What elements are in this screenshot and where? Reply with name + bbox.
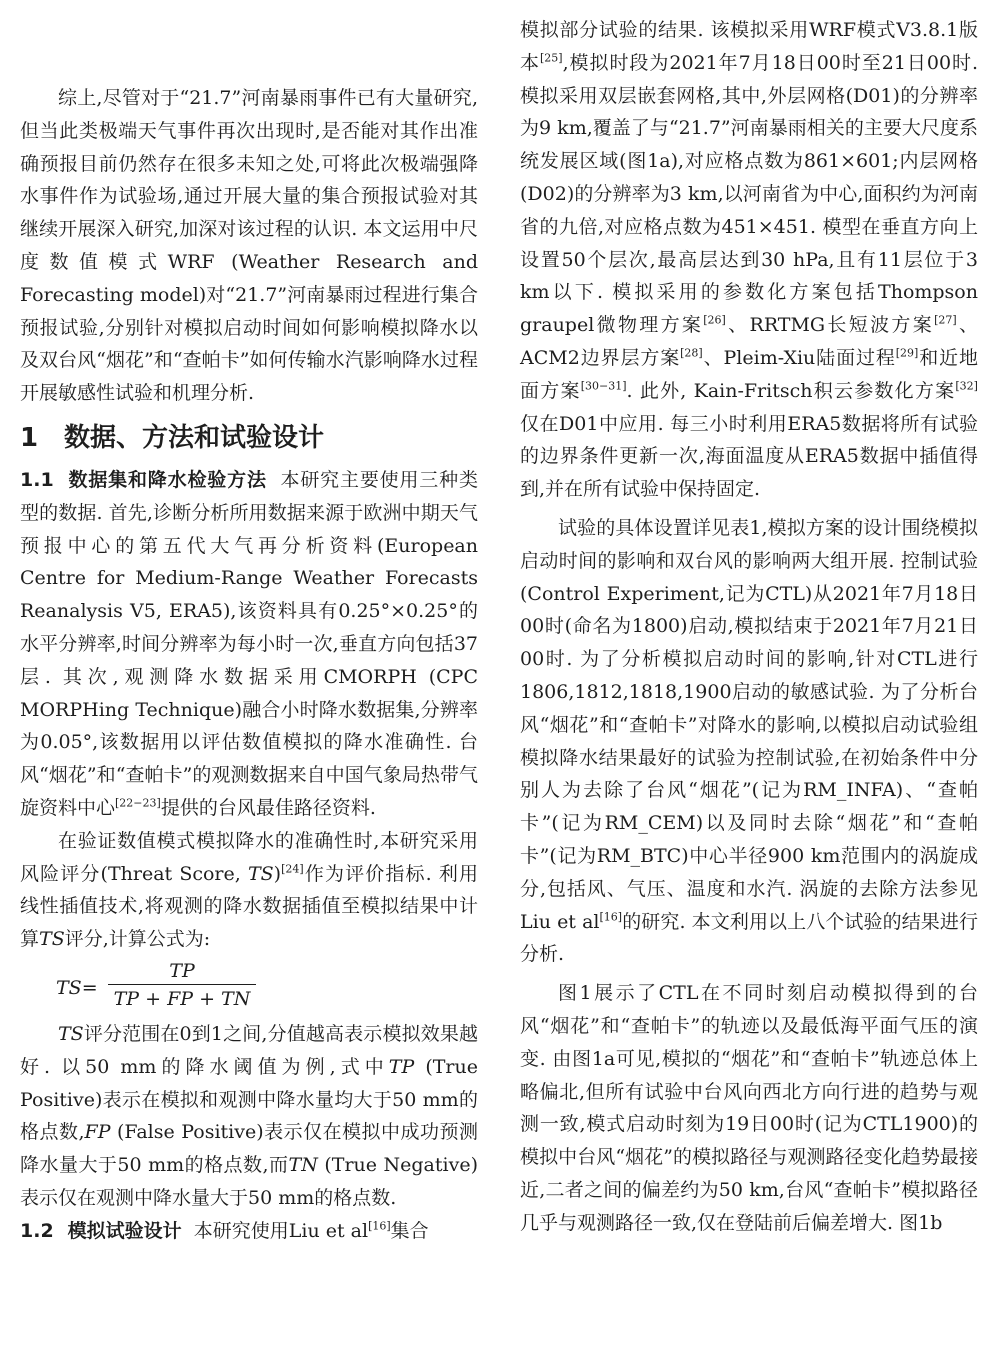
citation: [29] [895, 346, 919, 360]
experiment-design-paragraph: 试验的具体设置详见表1,模拟方案的设计围绕模拟启动时间的影响和双台风的影响两大组开展. 控制试验(Control Experiment,记为CTL)从2021年7月18日00时(命名为1800)启动,模拟结束于2021年7月21日00时. 为了分析模拟启动时间的影响,针对CTL进行1806,1812,1818,1900启动的敏感试验. 为了分析台风“烟花”和“查帕卡”对降水的影响,以模拟启动试验组模拟降水结果最好的试验为控制试验,在初始条件中分别人为去除了台风“烟花”(记为RM_INFA)、“查帕卡”(记为RM_CEM)以及同时去除“烟花”和“查帕卡”(记为RM_BTC)中心半径900 km范围内的涡旋成分,包括风、气压、温度和水汽. 涡旋的去除方法参见Liu et al[16]的研究. 本文利用以上八个试验的结果进行分析. [520, 516, 978, 966]
right-column [520, 0, 978, 1239]
formula-fraction [108, 958, 256, 1013]
citation: [32] [955, 379, 978, 393]
citation: [22−23] [115, 796, 161, 810]
subsection-1-1-heading: 1.1 数据集和降水检验方法 [20, 468, 267, 491]
ts-formula [20, 958, 478, 1016]
intro-paragraph: 综上,尽管对于“21.7”河南暴雨事件已有大量研究,但当此类极端天气事件再次出现时,是否能对其作出准确预报目前仍然存在很多未知之处,可将此次极端强降水事件作为试验场,通过开展大量的集合预报试验对其继续开展深入研究,加深对该过程的认识. 本文运用中尺度数值模式WRF (Weather Research and Forecasting model)对“21.7”河南暴雨过程进行集合预报试验,分别针对模拟启动时间如何影响模拟降水以及双台风“烟花”和“查帕卡”如何传输水汽影响降水过程开展敏感性试验和机理分析. [20, 87, 478, 405]
formula-numerator: TP [108, 958, 256, 985]
section-heading [20, 418, 478, 458]
citation: [26] [703, 313, 726, 327]
citation: [27] [934, 313, 957, 327]
subsection-1-2-heading: 1.2 模拟试验设计 [20, 1219, 182, 1242]
subsection-1-2-paragraph: 1.2 模拟试验设计 本研究使用Liu et al[16]集合 [20, 1219, 429, 1242]
formula-denominator: TP + FP + TN [113, 987, 251, 1010]
ts-range-paragraph: TS评分范围在0到1之间,分值越高表示模拟效果越好. 以50 mm的降水阈值为例,式中TP (True Positive)表示在模拟和观测中降水量均大于50 mm的格点数,FP (False Positive)表示仅在模拟中成功预测降水量大于50 mm的格点数,而TN (True Negative)表示仅在观测中降水量大于50 mm的格点数. [20, 1022, 478, 1209]
citation: [25] [539, 51, 563, 65]
citation: [16] [599, 910, 623, 924]
section-title: 数据、方法和试验设计 [64, 422, 325, 453]
subsection-1-1-paragraph: 1.1 数据集和降水检验方法 本研究主要使用三种类型的数据. 首先,诊断分析所用数据来源于欧洲中期天气预报中心的第五代大气再分析资料(European Centre for Medium-Range Weather Forecasts Reanalysis V5, ERA5),该资料具有0.25°×0.25°的水平分辨率,时间分辨率为每小时一次,垂直方向包括37层. 其次,观测降水数据采用CMORPH (CPC MORPHing Technique)融合小时降水数据集,分辨率为0.05°,该数据用以评估数值模拟的降水准确性. 台风“烟花”和“查帕卡”的观测数据来自中国气象局热带气旋资料中心[22−23]提供的台风最佳路径资料. [20, 468, 478, 819]
figure1-paragraph: 图1展示了CTL在不同时刻启动模拟得到的台风“烟花”和“查帕卡”的轨迹以及最低海平面气压的演变. 由图1a可见,模拟的“烟花”和“查帕卡”轨迹总体上略偏北,但所有试验中台风向西北方向行进的趋势与观测一致,模式启动时刻为19日00时(记为CTL1900)的模拟中台风“烟花”的模拟路径与观测路径变化趋势最接近,二者之间的偏差约为50 km,台风“查帕卡”模拟路径几乎与观测路径一致,仅在登陆前后偏差增大. 图1b [520, 982, 978, 1234]
citation: [24] [281, 862, 304, 876]
model-setup-paragraph: 模拟部分试验的结果. 该模拟采用WRF模式V3.8.1版本[25],模拟时段为2021年7月18日00时至21日00时. 模拟采用双层嵌套网格,其中,外层网格(D01)的分辨率为9 km,覆盖了与“21.7”河南暴雨相关的主要大尺度系统发展区域(图1a),对应格点数为861×601;内层网格(D02)的分辨率为3 km,以河南省为中心,面积约为河南省的九倍,对应格点数为451×451. 模型在垂直方向上设置50个层次,最高层达到30 hPa,且有11层位于3 km以下. 模拟采用的参数化方案包括Thompson graupel微物理方案[26]、RRTMG长短波方案[27]、ACM2边界层方案[28]、Pleim-Xiu陆面过程[29]和近地面方案[30−31]. 此外, Kain-Fritsch积云参数化方案[32]仅在D01中应用. 每三小时利用ERA5数据将所有试验的边界条件更新一次,海面温度从ERA5数据中插值得到,并在所有试验中保持固定. [520, 19, 978, 501]
section-number: 1 [20, 422, 39, 453]
ts-paragraph: 在验证数值模式模拟降水的准确性时,本研究采用风险评分(Threat Score, TS)[24]作为评价指标. 利用线性插值技术,将观测的降水数据插值至模拟结果中计算TS评分,计算公式为: [20, 829, 478, 951]
citation: [16] [368, 1219, 391, 1233]
left-column [20, 0, 478, 1248]
formula-lhs: TS= [56, 976, 98, 999]
citation: [28] [680, 346, 703, 360]
citation: [30−31] [580, 379, 627, 393]
